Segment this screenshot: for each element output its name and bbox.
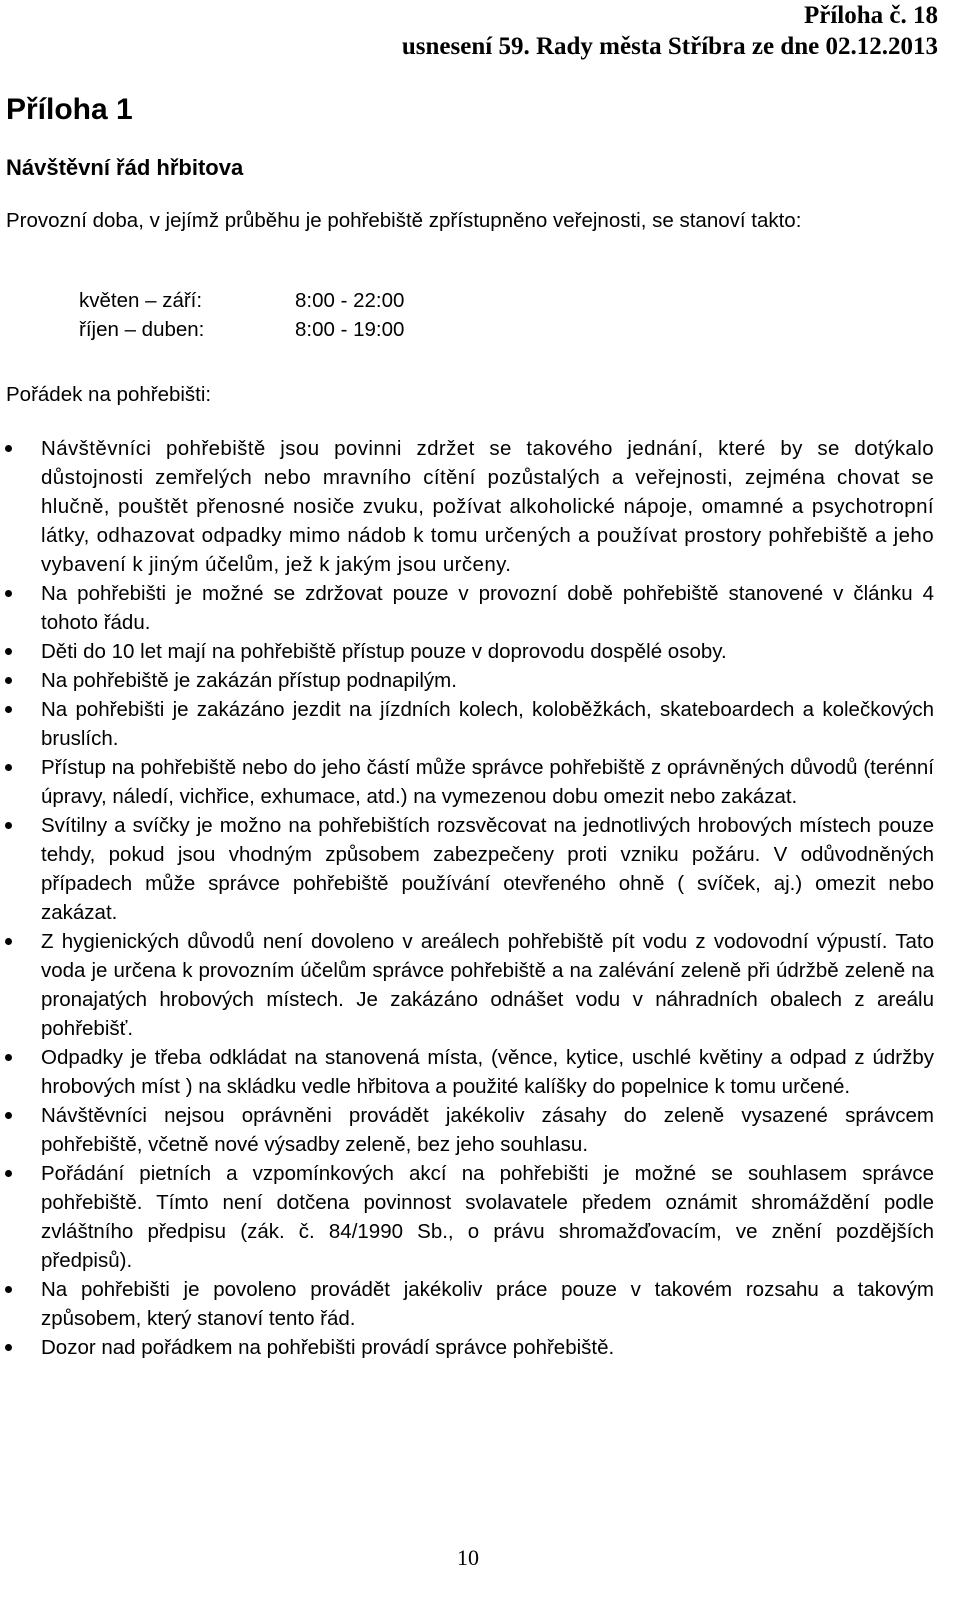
bullet-icon [5,706,12,713]
bullet-icon [5,1054,12,1061]
list-item [0,1043,934,1101]
bullet-icon [5,822,12,829]
bullet-icon [5,1286,12,1293]
document-title: Návštěvní řád hřbitova [6,155,244,180]
opening-hours [79,286,479,344]
list-item [0,1101,934,1159]
list-item [0,637,934,666]
bullet-icon [5,445,12,452]
list-item [0,695,934,753]
opening-hours-row [79,286,479,315]
rule-text: Přístup na pohřebiště nebo do jeho částí může správce pohřebiště z oprávněných důvodů (terénní úpravy, náledí, vichřice, exhumace, atd.) na vymezenou dobu omezit nebo zakázat. [41,756,934,808]
bullet-icon [5,1112,12,1119]
hours-value: 8:00 - 19:00 [295,318,405,341]
hours-value: 8:00 - 22:00 [295,289,405,312]
rule-text: Dozor nad pořádkem na pohřebišti provádí správce pohřebiště. [41,1336,615,1359]
list-item [0,811,934,927]
bullet-icon [5,938,12,945]
list-item [0,1159,934,1275]
rule-text: Na pohřebiště je zakázán přístup podnapilým. [41,669,457,692]
rule-text: Na pohřebišti je zakázáno jezdit na jízdních kolech, koloběžkách, skateboardech a kolečkových bruslích. [41,698,934,750]
bullet-icon [5,764,12,771]
rule-text: Z hygienických důvodů není dovoleno v areálech pohřebiště pít vodu z vodovodní výpustí. Tato voda je určena k provozním účelům správce pohřebiště a na zalévání zeleně při údržbě zeleně na pronajatých hrobových místech. Je zakázáno odnášet vodu v náhradních obalech z areálu pohřebišť. [41,930,934,1040]
rule-text: Děti do 10 let mají na pohřebiště přístup pouze v doprovodu dospělé osoby. [41,640,727,663]
list-item [0,1333,934,1362]
period-label: květen – září: [79,289,203,312]
page-number: 10 [457,1545,479,1570]
list-item [0,666,934,695]
rule-text: Odpadky je třeba odkládat na stanovená místa, (věnce, kytice, uschlé květiny a odpad z údržby hrobových míst ) na skládku vedle hřbitova a použité kalíšky do popelnice k tomu určené. [41,1046,934,1098]
bullet-icon [5,648,12,655]
rules-list [0,434,960,1362]
rule-text: Na pohřebišti je možné se zdržovat pouze v provozní době pohřebiště stanovené v článku 4 tohoto řádu. [41,582,934,634]
bullet-icon [5,590,12,597]
resolution-line: usnesení 59. Rady města Stříbra ze dne 02.12.2013 [401,33,938,60]
rule-text: Návštěvníci nejsou oprávněni provádět jakékoliv zásahy do zeleně vysazené správcem pohřebiště, včetně nové výsadby zeleně, bez jeho souhlasu. [41,1104,934,1156]
bullet-icon [5,1344,12,1351]
bullet-icon [5,1170,12,1177]
list-item [0,1275,934,1333]
list-item [0,927,934,1043]
bullet-icon [5,677,12,684]
rule-text: Návštěvníci pohřebiště jsou povinni zdržet se takového jednání, které by se dotýkalo důstojnosti zemřelých nebo mravního cítění pozůstalých a veřejnosti, zejména chovat se hlučně, pouštět přenosné nosiče zvuku, požívat alkoholické nápoje, omamné a psychotropní látky, odhazovat odpadky mimo nádob k tomu určených a používat prostory pohřebiště a jeho vybavení k jiným účelům, jež k jakým jsou určeny. [41,437,934,576]
rule-text: Na pohřebišti je povoleno provádět jakékoliv práce pouze v takovém rozsahu a takovým způsobem, který stanoví tento řád. [41,1278,934,1330]
rule-text: Pořádání pietních a vzpomínkových akcí na pohřebišti je možné se souhlasem správce pohřebiště. Tímto není dotčena povinnost svolavatele předem oznámit shromáždění podle zvláštního předpisu (zák. č. 84/1990 Sb., o právu shromažďovacím, ve znění pozdějších předpisů). [41,1162,934,1272]
rule-text: Svítilny a svíčky je možno na pohřebištích rozsvěcovat na jednotlivých hrobových místech pouze tehdy, pokud jsou vhodným způsobem zabezpečeny proti vzniku požáru. V odůvodněných případech může správce pohřebiště používání otevřeného ohně ( svíček, aj.) omezit nebo zakázat. [41,814,934,924]
list-item [0,579,934,637]
resolution-reference [402,0,938,62]
annex-number: Příloha č. 18 [803,2,938,29]
period-label: říjen – duben: [79,318,205,341]
opening-hours-row [79,315,479,344]
list-item [0,434,934,579]
intro-paragraph: Provozní doba, v jejímž průběhu je pohřebiště zpřístupněno veřejnosti, se stanoví takto: [6,209,802,232]
list-item [0,753,934,811]
order-heading: Pořádek na pohřebišti: [6,383,212,406]
annex-title: Příloha 1 [6,93,133,126]
